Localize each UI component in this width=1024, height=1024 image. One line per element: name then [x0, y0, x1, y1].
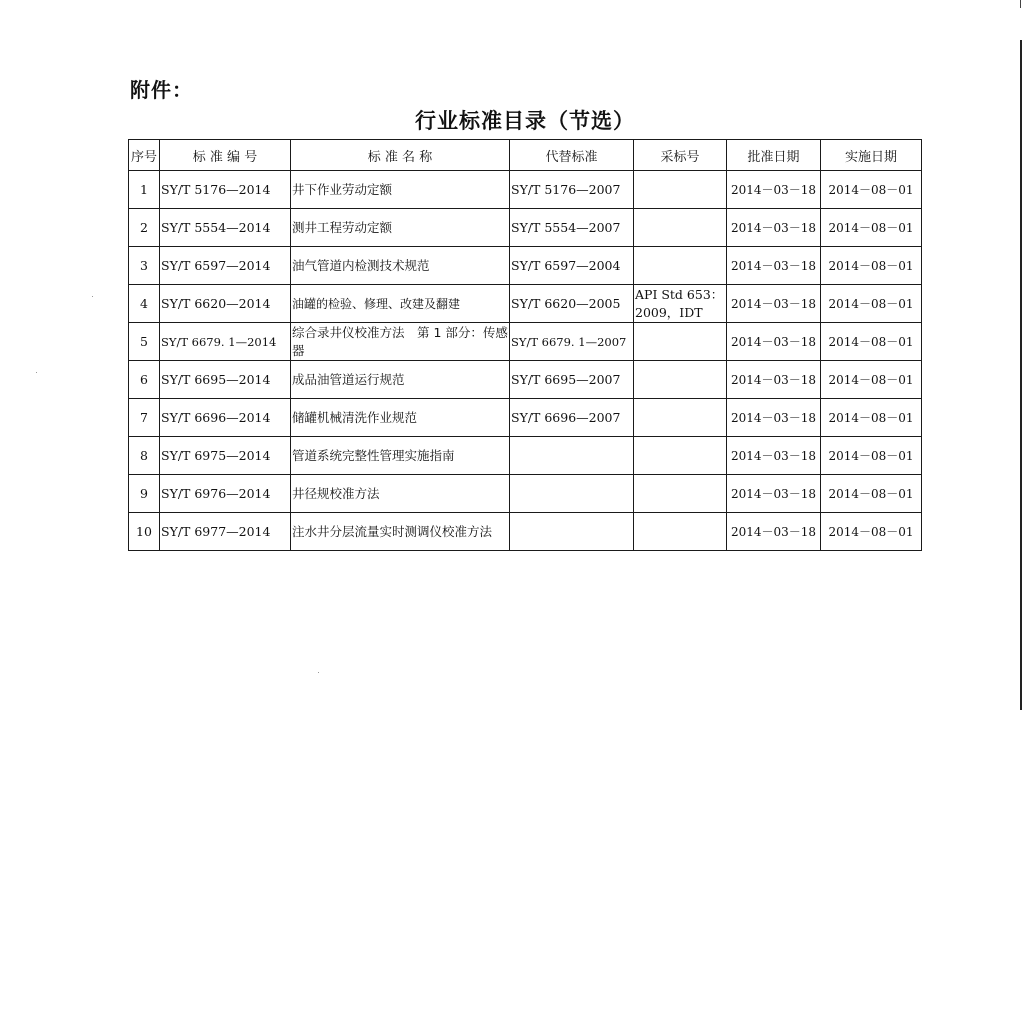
- cell-effective: 2014－08－01: [821, 247, 922, 285]
- cell-adopted: [634, 437, 727, 475]
- cell-seq: 3: [129, 247, 160, 285]
- table-row: [129, 209, 922, 247]
- cell-approved: 2014－03－18: [727, 323, 821, 361]
- cell-replaces: SY/T 6620—2005: [510, 285, 634, 323]
- cell-name: 储罐机械清洗作业规范: [291, 399, 510, 437]
- cell-code: SY/T 6976—2014: [160, 475, 291, 513]
- cell-adopted: [634, 475, 727, 513]
- cell-seq: 10: [129, 513, 160, 551]
- cell-approved: 2014－03－18: [727, 285, 821, 323]
- cell-adopted: API Std 653：2009，IDT: [634, 285, 727, 323]
- cell-adopted: [634, 323, 727, 361]
- cell-adopted: [634, 209, 727, 247]
- cell-seq: 2: [129, 209, 160, 247]
- cell-effective: 2014－08－01: [821, 475, 922, 513]
- cell-seq: 4: [129, 285, 160, 323]
- cell-replaces: SY/T 6696—2007: [510, 399, 634, 437]
- header-code: 标 准 编 号: [160, 140, 291, 171]
- cell-name: 成品油管道运行规范: [291, 361, 510, 399]
- table-row: [129, 513, 922, 551]
- cell-replaces: SY/T 6695—2007: [510, 361, 634, 399]
- cell-name: 油罐的检验、修理、改建及翻建: [291, 285, 510, 323]
- scan-edge-line: [1020, 40, 1022, 710]
- cell-seq: 1: [129, 171, 160, 209]
- cell-seq: 7: [129, 399, 160, 437]
- table-row: [129, 171, 922, 209]
- cell-code: SY/T 6975—2014: [160, 437, 291, 475]
- cell-replaces: SY/T 5176—2007: [510, 171, 634, 209]
- cell-code: SY/T 6620—2014: [160, 285, 291, 323]
- cell-effective: 2014－08－01: [821, 399, 922, 437]
- table-row: [129, 247, 922, 285]
- table-header-row: [129, 140, 922, 171]
- cell-seq: 8: [129, 437, 160, 475]
- cell-approved: 2014－03－18: [727, 475, 821, 513]
- cell-code: SY/T 6977—2014: [160, 513, 291, 551]
- cell-approved: 2014－03－18: [727, 361, 821, 399]
- table-row: [129, 285, 922, 323]
- header-effective: 实施日期: [821, 140, 922, 171]
- header-seq: 序号: [129, 140, 160, 171]
- header-adopted: 采标号: [634, 140, 727, 171]
- cell-replaces: SY/T 6597—2004: [510, 247, 634, 285]
- cell-replaces: SY/T 6679. 1—2007: [510, 323, 634, 361]
- cell-approved: 2014－03－18: [727, 209, 821, 247]
- cell-code: SY/T 6597—2014: [160, 247, 291, 285]
- cell-code: SY/T 6696—2014: [160, 399, 291, 437]
- cell-approved: 2014－03－18: [727, 437, 821, 475]
- document-title: 行业标准目录（节选）: [415, 109, 635, 133]
- cell-adopted: [634, 513, 727, 551]
- cell-effective: 2014－08－01: [821, 209, 922, 247]
- cell-effective: 2014－08－01: [821, 513, 922, 551]
- cell-name: 综合录井仪校准方法 第 1 部分：传感器: [291, 323, 510, 361]
- cell-approved: 2014－03－18: [727, 399, 821, 437]
- cell-adopted: [634, 171, 727, 209]
- cell-adopted: [634, 399, 727, 437]
- table-row: [129, 475, 922, 513]
- cell-approved: 2014－03－18: [727, 513, 821, 551]
- cell-approved: 2014－03－18: [727, 171, 821, 209]
- cell-name: 井径规校准方法: [291, 475, 510, 513]
- cell-code: SY/T 5176—2014: [160, 171, 291, 209]
- cell-name: 井下作业劳动定额: [291, 171, 510, 209]
- cell-code: SY/T 6695—2014: [160, 361, 291, 399]
- cell-adopted: [634, 361, 727, 399]
- scan-speck: [36, 372, 37, 373]
- header-replaces: 代替标准: [510, 140, 634, 171]
- cell-approved: 2014－03－18: [727, 247, 821, 285]
- table-row: [129, 323, 922, 361]
- scan-speck: [92, 296, 93, 297]
- scan-speck: [318, 672, 319, 673]
- standards-table: [128, 139, 922, 551]
- table-row: [129, 361, 922, 399]
- cell-effective: 2014－08－01: [821, 361, 922, 399]
- cell-code: SY/T 6679. 1—2014: [160, 323, 291, 361]
- cell-name: 管道系统完整性管理实施指南: [291, 437, 510, 475]
- attachment-label: 附件：: [130, 78, 193, 102]
- cell-name: 测井工程劳动定额: [291, 209, 510, 247]
- cell-effective: 2014－08－01: [821, 285, 922, 323]
- cell-adopted: [634, 247, 727, 285]
- cell-effective: 2014－08－01: [821, 437, 922, 475]
- scan-edge-tick: [1020, 0, 1021, 8]
- cell-seq: 9: [129, 475, 160, 513]
- cell-effective: 2014－08－01: [821, 171, 922, 209]
- cell-seq: 5: [129, 323, 160, 361]
- cell-seq: 6: [129, 361, 160, 399]
- table-row: [129, 399, 922, 437]
- cell-name: 油气管道内检测技术规范: [291, 247, 510, 285]
- cell-code: SY/T 5554—2014: [160, 209, 291, 247]
- cell-replaces: [510, 513, 634, 551]
- header-name: 标 准 名 称: [291, 140, 510, 171]
- cell-replaces: [510, 475, 634, 513]
- table-row: [129, 437, 922, 475]
- cell-replaces: [510, 437, 634, 475]
- cell-replaces: SY/T 5554—2007: [510, 209, 634, 247]
- header-approved: 批准日期: [727, 140, 821, 171]
- cell-effective: 2014－08－01: [821, 323, 922, 361]
- cell-name: 注水井分层流量实时测调仪校准方法: [291, 513, 510, 551]
